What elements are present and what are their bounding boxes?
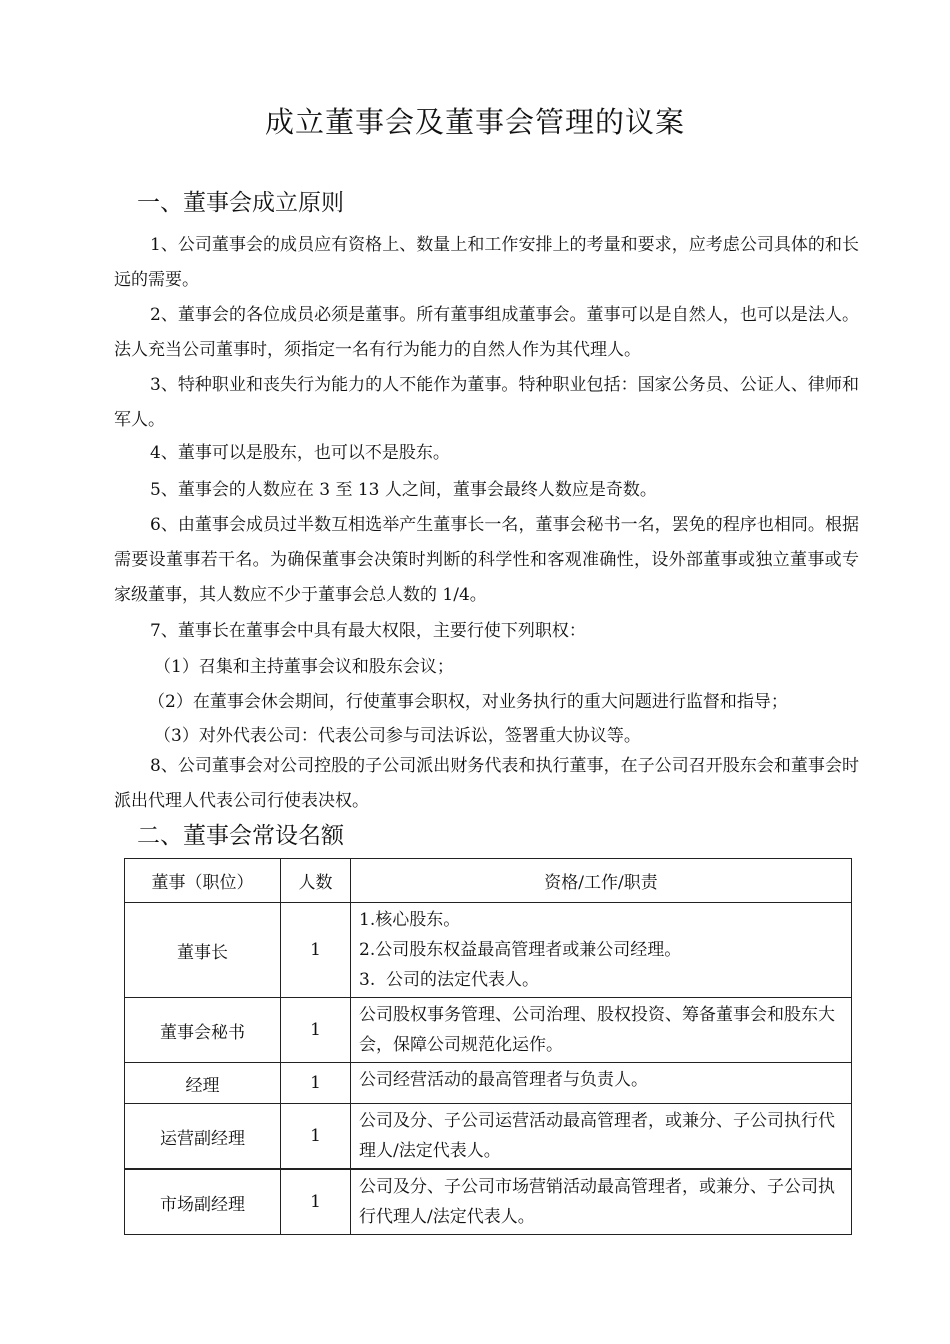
principle-item-5: 5、董事会的人数应在 3 至 13 人之间，董事会最终人数应是奇数。 [150,480,657,500]
principle-item-2: 2、董事会的各位成员必须是董事。所有董事组成董事会。董事可以是自然人，也可以是法人。法人充当公司董事时，须指定一名有行为能力的自然人作为其代理人。 [114,305,859,360]
count-cell: 1 [281,1169,351,1235]
column-header-count: 人数 [281,859,351,903]
position-cell: 董事长 [125,903,281,998]
principle-item-7: 7、董事长在董事会中具有最大权限，主要行使下列职权： [150,621,586,641]
duties-cell: 公司及分、子公司市场营销活动最高管理者，或兼分、子公司执行代理人/法定代表人。 [351,1169,852,1235]
section-heading-principles: 一、董事会成立原则 [137,190,344,216]
principle-item-8: 8、公司董事会对公司控股的子公司派出财务代表和执行董事，在子公司召开股东会和董事会时派出代理人代表公司行使表决权。 [114,756,859,811]
count-cell: 1 [281,998,351,1063]
table-row [125,1104,852,1170]
chairman-power-2: （2）在董事会休会期间，行使董事会职权，对业务执行的重大问题进行监督和指导； [148,692,788,712]
count-cell: 1 [281,1063,351,1104]
column-header-duties: 资格/工作/职责 [351,859,852,903]
table-row [125,1169,852,1235]
board-seats-table [124,858,852,1235]
position-cell: 市场副经理 [125,1169,281,1235]
document-title: 成立董事会及董事会管理的议案 [264,105,685,139]
position-cell: 董事会秘书 [125,998,281,1063]
duty-line: 2.公司股东权益最高管理者或兼公司经理。 [359,940,682,960]
count-cell: 1 [281,1104,351,1170]
duties-cell: 公司股权事务管理、公司治理、股权投资、筹备董事会和股东大会，保障公司规范化运作。 [351,998,852,1063]
principle-item-1: 1、公司董事会的成员应有资格上、数量上和工作安排上的考量和要求，应考虑公司具体的和长远的需要。 [114,235,859,290]
count-cell: 1 [281,903,351,998]
duties-cell: 公司及分、子公司运营活动最高管理者，或兼分、子公司执行代理人/法定代表人。 [351,1104,852,1170]
duties-cell [351,903,852,998]
table-header-row [125,859,852,903]
principle-item-4: 4、董事可以是股东，也可以不是股东。 [150,443,450,463]
position-cell: 经理 [125,1063,281,1104]
duty-line: 1.核心股东。 [359,910,461,930]
principle-item-3: 3、特种职业和丧失行为能力的人不能作为董事。特种职业包括：国家公务员、公证人、律师和军人。 [114,375,859,430]
position-cell: 运营副经理 [125,1104,281,1170]
chairman-power-3: （3）对外代表公司：代表公司参与司法诉讼，签署重大协议等。 [154,726,641,746]
principle-item-6: 6、由董事会成员过半数互相选举产生董事长一名，董事会秘书一名，罢免的程序也相同。根据需要设董事若干名。为确保董事会决策时判断的科学性和客观准确性，设外部董事或独立董事或专家级董事，其人数应不少于董事会总人数的 1/4。 [114,515,859,605]
column-header-position: 董事（职位） [125,859,281,903]
duties-cell: 公司经营活动的最高管理者与负责人。 [351,1063,852,1104]
table-row [125,1063,852,1104]
table-row [125,903,852,998]
table-row [125,998,852,1063]
section-heading-seats: 二、董事会常设名额 [137,823,344,849]
duty-line: 3. 公司的法定代表人。 [359,970,540,990]
chairman-power-1: （1）召集和主持董事会议和股东会议； [154,657,454,677]
